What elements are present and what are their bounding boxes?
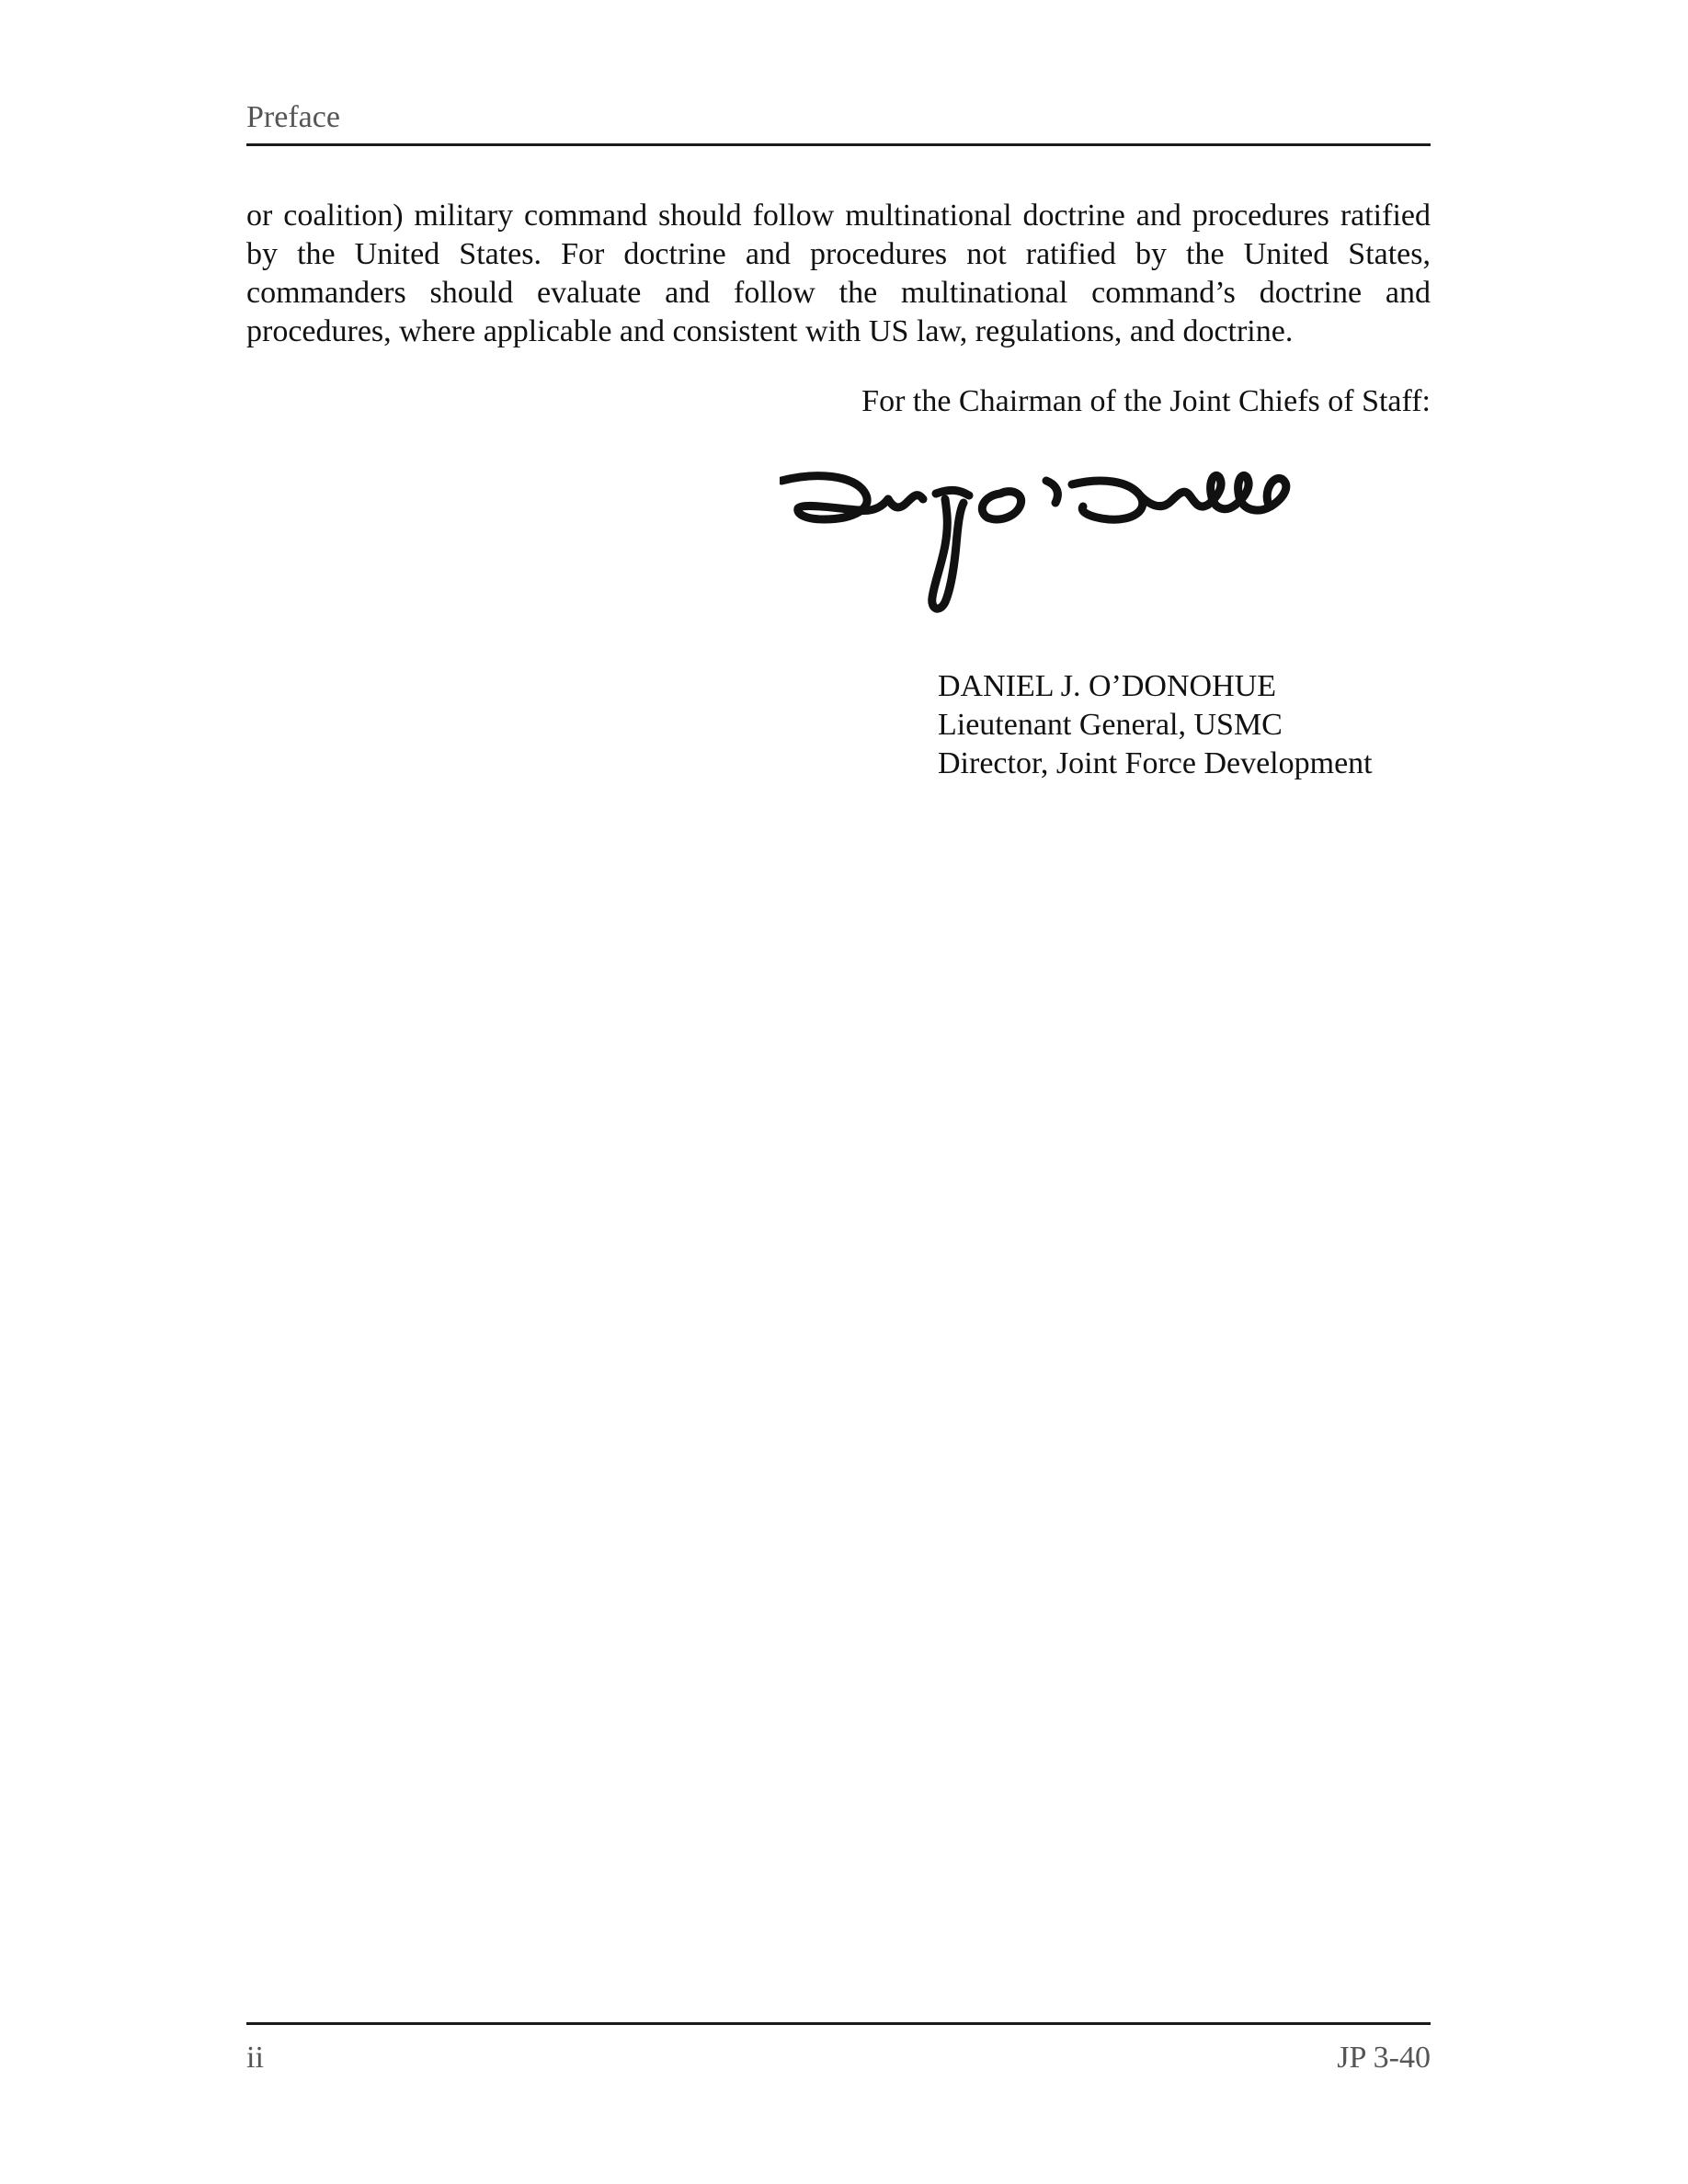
signatory-name: DANIEL J. O’DONOHUE bbox=[938, 669, 1276, 703]
page-header bbox=[246, 99, 1431, 146]
header-title: Preface bbox=[246, 100, 340, 134]
signature-block bbox=[938, 667, 1373, 783]
signatory-title: Director, Joint Force Development bbox=[938, 746, 1373, 780]
body-paragraph: or coalition) military command should follow multinational doctrine and procedures ratified by the United States. For doctrine and procedures not ratified by the United States, commanders should evaluate and follow the multinational command’s doctrine and procedures, where applicable and consistent with US law, regulations, and doctrine. bbox=[246, 199, 1431, 348]
publication-id: JP 3-40 bbox=[1337, 2041, 1431, 2075]
closing-line: For the Chairman of the Joint Chiefs of Staff: bbox=[861, 384, 1431, 418]
page-footer bbox=[246, 2022, 1431, 2075]
signature-image bbox=[780, 464, 1423, 625]
signatory-rank: Lieutenant General, USMC bbox=[938, 708, 1283, 742]
page-number: ii bbox=[246, 2041, 264, 2075]
